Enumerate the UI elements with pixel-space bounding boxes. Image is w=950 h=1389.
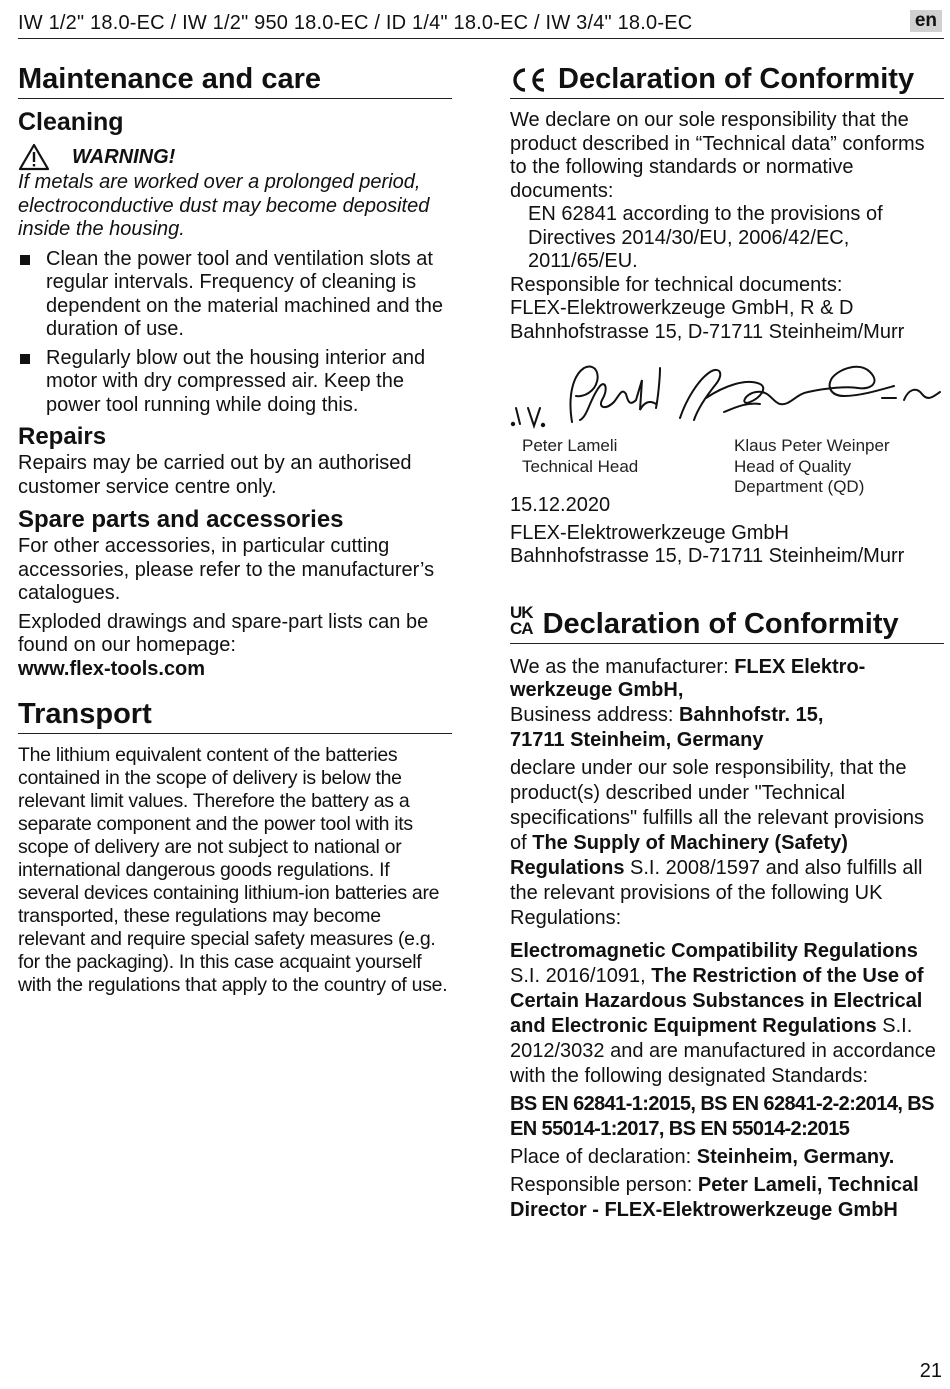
- ukca-body: [510, 656, 944, 1224]
- warning-label: WARNING!: [72, 145, 176, 168]
- ce-declaration-title: Declaration of Conformity: [558, 63, 915, 95]
- ce-mark-icon: [510, 67, 548, 93]
- ce-company-line: FLEX-Elektrowerkzeuge GmbH, R & D: [510, 297, 854, 319]
- maintenance-heading: Maintenance and care: [18, 62, 452, 99]
- left-column: [18, 62, 452, 997]
- warning-line: [18, 143, 452, 171]
- list-item: Regularly blow out the housing interior and motor with dry compressed air. Keep the power tool running while doing this.: [18, 347, 452, 418]
- ce-date: 15.12.2020: [510, 494, 611, 516]
- signer-1: Peter Lameli Technical Head: [522, 436, 639, 476]
- square-bullet-icon: [20, 255, 30, 265]
- list-item: Clean the power tool and ventilation slots at regular intervals. Frequency of cleaning is dependent on the material machined and the duration of use.: [18, 248, 452, 342]
- ce-standard: EN 62841 according to the provisions of Directives 2014/30/EU, 2006/42/EC, 2011/65/EU.: [528, 203, 883, 272]
- page-number: 21: [919, 1360, 942, 1382]
- warning-triangle-icon: [18, 143, 50, 171]
- ukca-mark-icon: UK CA: [510, 602, 533, 638]
- language-badge: en: [910, 10, 942, 32]
- ukca-regulations: Electromagnetic Compatibility Regulations S.I. 2016/1091, The Restriction of the Use of Certain Hazardous Substances in Electrical and Electronic Equipment Regulations S.I. 2012/3032 and are manufactured in accordance with the following designated Standards:: [510, 939, 936, 1087]
- ukca-responsible-person: Responsible person: Peter Lameli, Technical Director - FLEX-Elektrowerkzeuge GmbH: [510, 1174, 919, 1221]
- ce-footer-company: FLEX-Elektrowerkzeuge GmbH: [510, 521, 789, 544]
- header-model-list: IW 1/2" 18.0-EC / IW 1/2" 950 18.0-EC / ID 1/4" 18.0-EC / IW 3/4" 18.0-EC: [18, 12, 693, 34]
- handwritten-signatures: [510, 358, 944, 438]
- transport-text: The lithium equivalent content of the batteries contained in the scope of delivery is below the relevant limit values. Therefore the battery as a separate component and the power tool with its scope of delivery are not subject to national or international dangerous goods regulations. If several devices containing lithium-ion batteries are transported, these regulations may become relevant and require special safety measures (e.g. for the packaging). In this case acquaint yourself with the regulations that apply to the country of use.: [18, 743, 448, 996]
- cleaning-heading: Cleaning: [18, 108, 124, 136]
- spare-parts-heading: Spare parts and accessories: [18, 506, 344, 533]
- ce-footer-address: Bahnhofstrasse 15, D-71711 Steinheim/Murr: [510, 545, 905, 567]
- ukca-declaration-title: Declaration of Conformity: [542, 607, 899, 640]
- square-bullet-icon: [20, 354, 30, 364]
- ce-responsible-label: Responsible for technical documents:: [510, 273, 843, 296]
- repairs-text: Repairs may be carried out by an authorised customer service centre only.: [18, 452, 412, 498]
- cleaning-list: [18, 248, 452, 418]
- signer-2: Klaus Peter Weinper Head of Quality Department (QD): [734, 436, 890, 496]
- transport-heading: Transport: [18, 697, 452, 734]
- ukca-place: Place of declaration: Steinheim, Germany.: [510, 1145, 895, 1168]
- exploded-drawings-text: Exploded drawings and spare-part lists can be found on our homepage:: [18, 610, 429, 656]
- homepage-link[interactable]: www.flex-tools.com: [18, 657, 206, 680]
- ukca-manufacturer: We as the manufacturer: FLEX Elektro- werkzeuge GmbH,: [510, 655, 866, 701]
- ce-declaration-heading: [510, 62, 944, 99]
- warning-text: If metals are worked over a prolonged period, electroconductive dust may become deposited inside the housing.: [18, 171, 430, 240]
- ukca-address: Business address: Bahnhofstr. 15, 71711 Steinheim, Germany: [510, 703, 824, 751]
- signature-block: [510, 358, 944, 496]
- repairs-heading: Repairs: [18, 423, 107, 450]
- page-header: [18, 10, 944, 39]
- ce-intro: We declare on our sole responsibility that the product described in “Technical data” conforms to the following standards or normative documents:: [510, 109, 925, 202]
- ukca-standards: BS EN 62841-1:2015, BS EN 62841-2-2:2014, BS EN 55014-1:2017, BS EN 55014-2:2015: [510, 1092, 934, 1140]
- right-column: [510, 62, 944, 1223]
- ce-address: Bahnhofstrasse 15, D-71711 Steinheim/Murr: [510, 320, 905, 343]
- ukca-declaration-text: declare under our sole responsibility, that the product(s) described under "Technical specifications" fulfills all the relevant provisions of The Supply of Machinery (Safety) Regulations S.I. 2008/1597 and also fulfills all the relevant provisions of the following UK Regulations:: [510, 756, 924, 929]
- ukca-declaration-heading: [510, 602, 944, 644]
- spare-parts-text: For other accessories, in particular cutting accessories, please refer to the manufacturer’s catalogues.: [18, 535, 435, 604]
